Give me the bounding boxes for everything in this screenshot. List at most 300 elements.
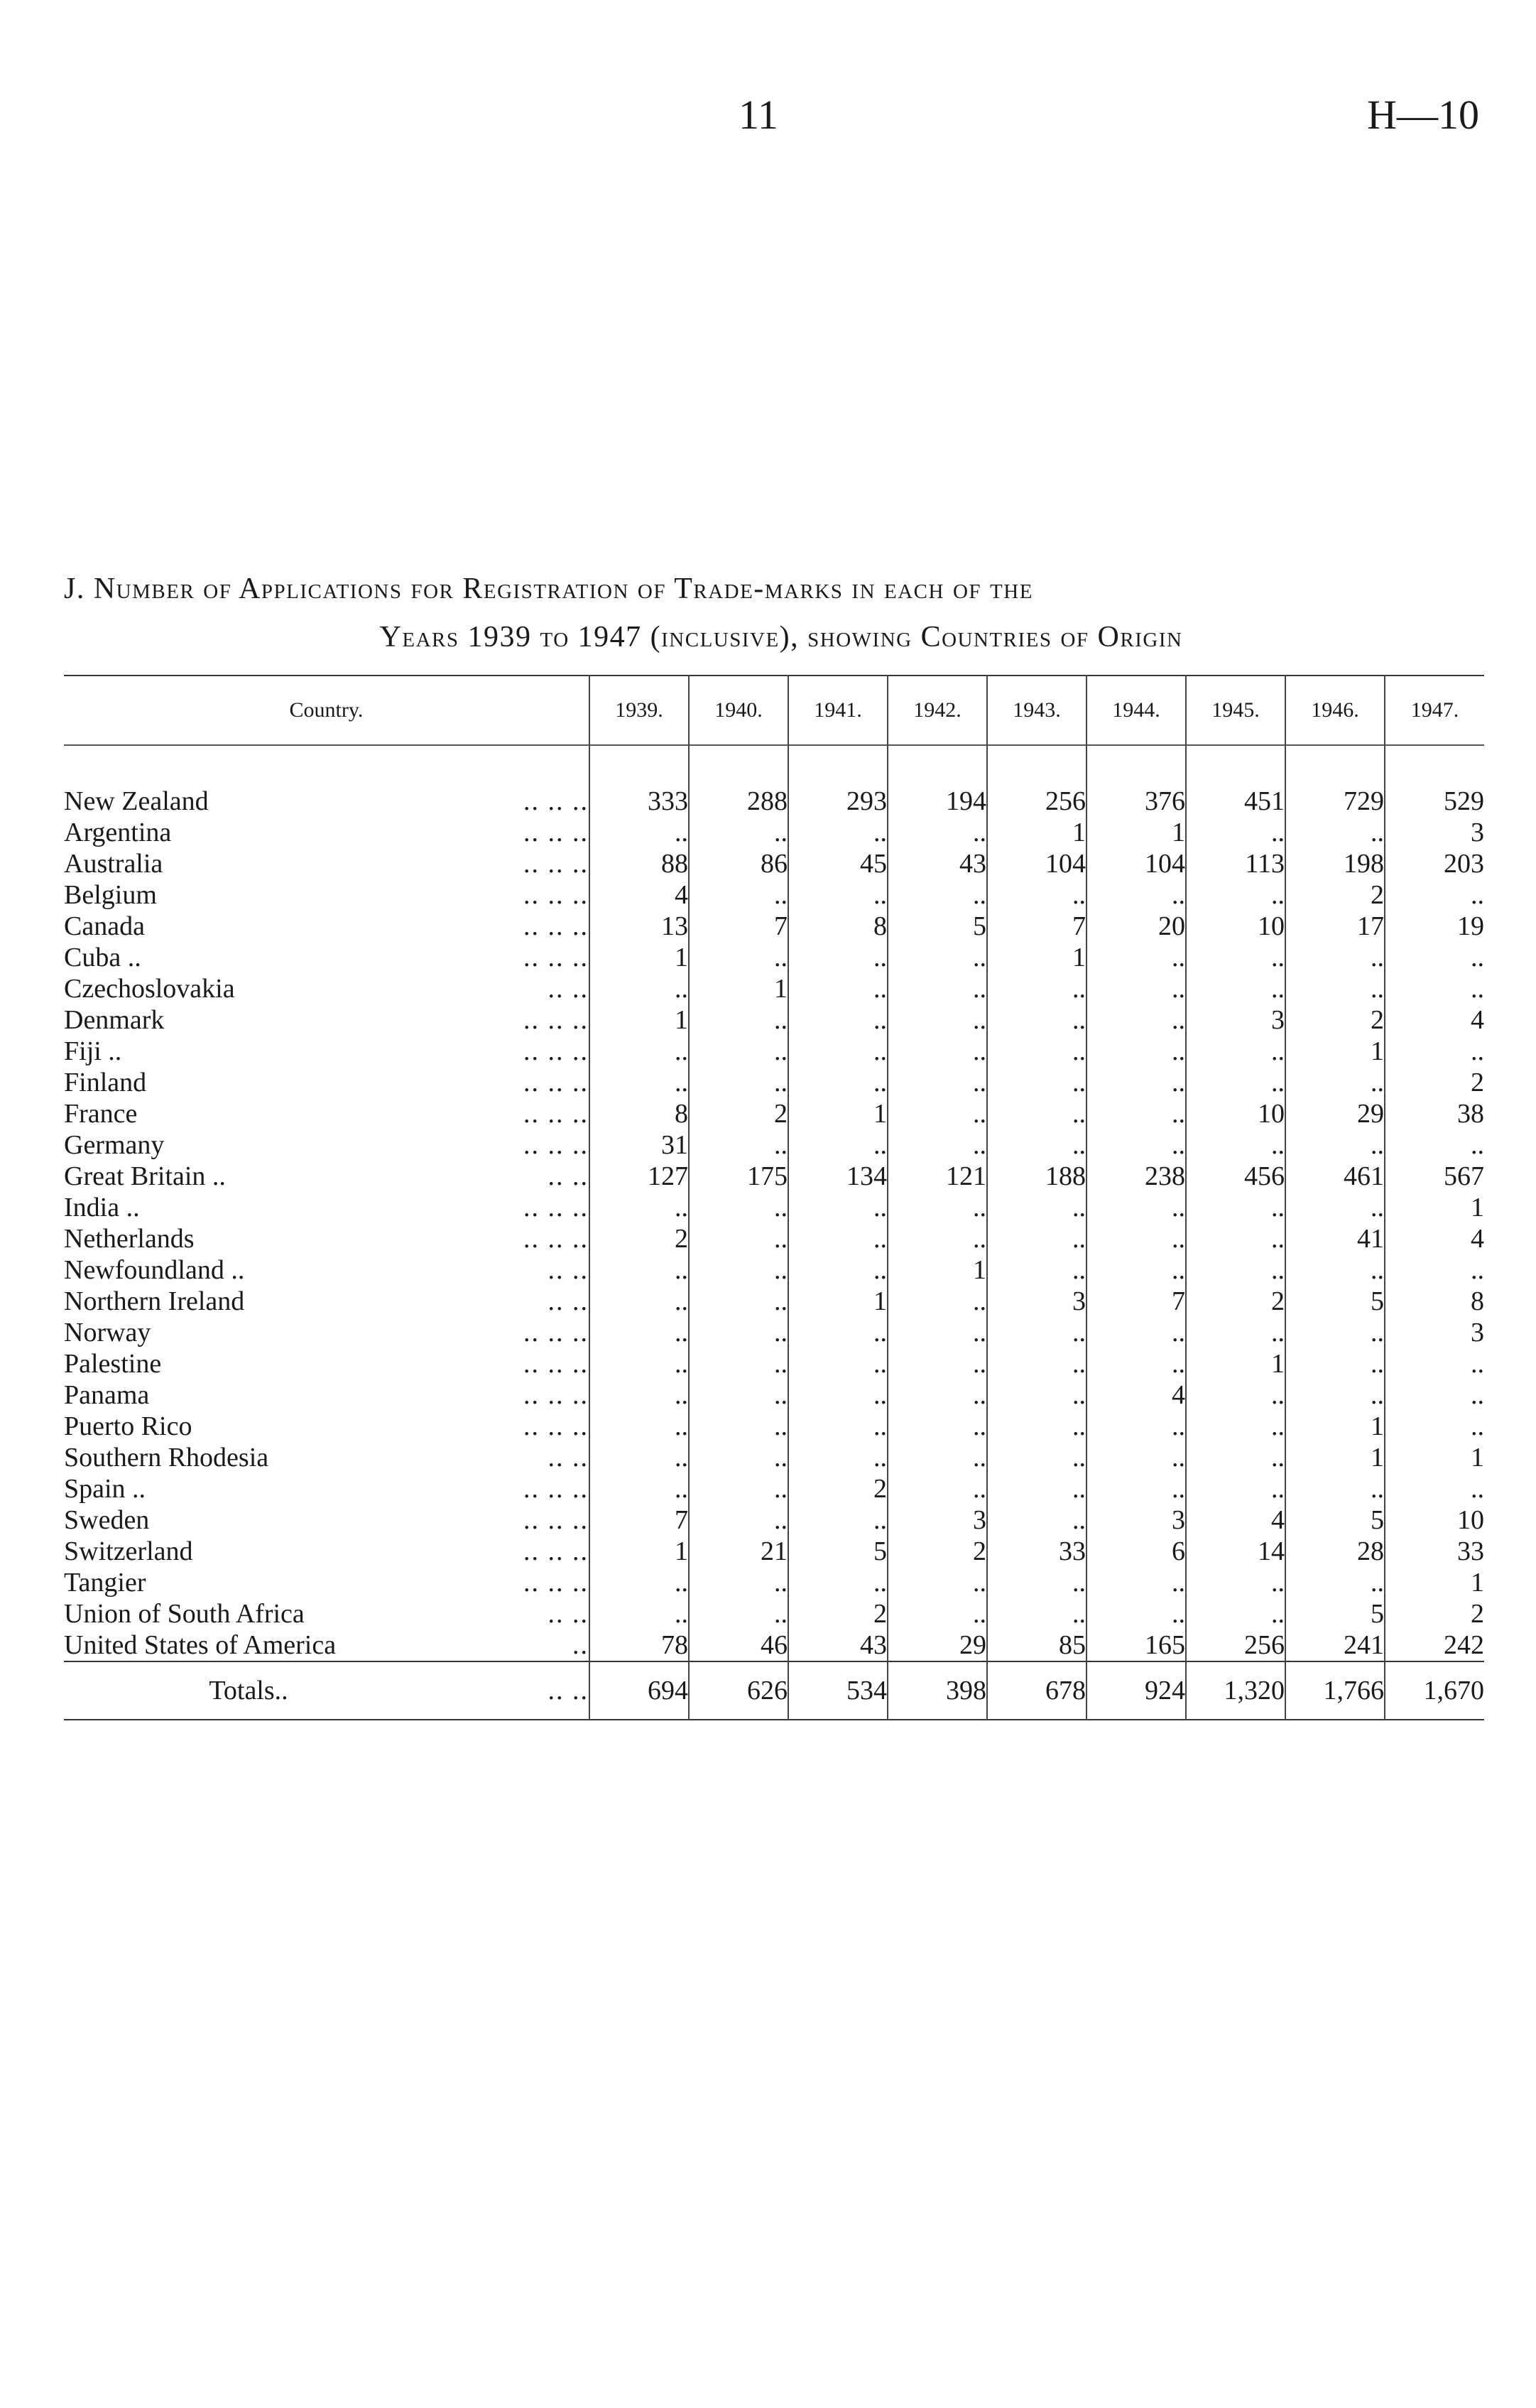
year-header: 1942. [888, 676, 987, 745]
value-cell: 3 [1086, 1504, 1186, 1536]
value-cell: 288 [689, 786, 788, 817]
country-cell: Germany [64, 1130, 165, 1160]
value-cell: .. [987, 1348, 1086, 1379]
value-cell: 46 [689, 1629, 788, 1661]
table-row [64, 1286, 1484, 1317]
value-cell: 1 [689, 973, 788, 1004]
country-cell: Palestine [64, 1349, 162, 1379]
table-header-row [64, 676, 1484, 745]
leader-dots: .. .. .. [523, 1380, 589, 1410]
country-cell: Great Britain .. [64, 1161, 226, 1191]
value-cell: 17 [1285, 911, 1385, 942]
value-cell: 1 [1086, 817, 1186, 848]
value-cell: .. [689, 1036, 788, 1067]
value-cell: .. [1385, 1473, 1484, 1504]
year-header: 1939. [589, 676, 689, 745]
value-cell: .. [1285, 817, 1385, 848]
value-cell: 8 [589, 1098, 689, 1129]
leader-dots: .. .. .. [523, 1193, 589, 1222]
value-cell: 461 [1285, 1161, 1385, 1192]
country-cell: Puerto Rico [64, 1411, 192, 1441]
value-cell: .. [1186, 1317, 1285, 1348]
year-header: 1943. [987, 676, 1086, 745]
value-cell: .. [1385, 973, 1484, 1004]
table-row [64, 1442, 1484, 1473]
value-cell: .. [1186, 1223, 1285, 1254]
value-cell: 567 [1385, 1161, 1484, 1192]
value-cell: .. [589, 1473, 689, 1504]
value-cell: .. [1186, 942, 1285, 973]
value-cell: .. [689, 1192, 788, 1223]
trade-marks-table [64, 675, 1484, 1720]
value-cell: 41 [1285, 1223, 1385, 1254]
value-cell: .. [1285, 1129, 1385, 1161]
table-row [64, 1223, 1484, 1254]
value-cell: .. [689, 1598, 788, 1629]
value-cell: .. [1186, 817, 1285, 848]
leader-dots: .. .. .. [523, 1068, 589, 1097]
country-cell: Belgium [64, 880, 157, 910]
table-row [64, 1473, 1484, 1504]
country-cell: Australia [64, 849, 163, 879]
value-cell: .. [1285, 1567, 1385, 1598]
value-cell: 4 [1385, 1223, 1484, 1254]
total-cell: 626 [689, 1661, 788, 1720]
value-cell: .. [589, 1411, 689, 1442]
value-cell: 10 [1186, 911, 1285, 942]
leader-dots: .. .. .. [523, 1505, 589, 1535]
value-cell: .. [788, 1567, 888, 1598]
table-row [64, 1379, 1484, 1411]
table-row [64, 1254, 1484, 1286]
value-cell: .. [1086, 1036, 1186, 1067]
value-cell: .. [987, 973, 1086, 1004]
value-cell: .. [1186, 1036, 1285, 1067]
value-cell: 33 [1385, 1536, 1484, 1567]
leader-dots: .. .. .. [523, 1568, 589, 1598]
value-cell: 2 [1285, 1004, 1385, 1036]
page-number: 11 [739, 92, 778, 138]
leader-dots: .. [572, 1630, 589, 1660]
value-cell: .. [1186, 879, 1285, 911]
table-row [64, 1161, 1484, 1192]
value-cell: 175 [689, 1161, 788, 1192]
value-cell: 29 [1285, 1098, 1385, 1129]
value-cell: .. [987, 1192, 1086, 1223]
value-cell: 20 [1086, 911, 1186, 942]
value-cell: .. [888, 1098, 987, 1129]
value-cell: .. [987, 1567, 1086, 1598]
year-header: 1940. [689, 676, 788, 745]
value-cell: .. [1186, 1129, 1285, 1161]
value-cell: .. [1285, 1067, 1385, 1098]
value-cell: .. [1186, 1192, 1285, 1223]
total-cell: 694 [589, 1661, 689, 1720]
value-cell: 293 [788, 786, 888, 817]
value-cell: .. [987, 1598, 1086, 1629]
country-cell: Denmark [64, 1005, 165, 1035]
value-cell: .. [689, 1379, 788, 1411]
value-cell: 78 [589, 1629, 689, 1661]
value-cell: 1 [1385, 1192, 1484, 1223]
value-cell: .. [888, 817, 987, 848]
leader-dots: .. .. [548, 1443, 589, 1473]
value-cell: .. [589, 1379, 689, 1411]
country-cell: Czechoslovakia [64, 974, 235, 1004]
value-cell: .. [689, 942, 788, 973]
value-cell: .. [987, 1223, 1086, 1254]
leader-dots: .. .. [548, 1161, 589, 1191]
value-cell: .. [788, 1254, 888, 1286]
value-cell: .. [1186, 1379, 1285, 1411]
value-cell: .. [689, 1411, 788, 1442]
total-cell: 534 [788, 1661, 888, 1720]
value-cell: .. [589, 1286, 689, 1317]
table-row [64, 1036, 1484, 1067]
value-cell: .. [1086, 1223, 1186, 1254]
value-cell: .. [1086, 1348, 1186, 1379]
value-cell: .. [888, 1067, 987, 1098]
value-cell: 127 [589, 1161, 689, 1192]
value-cell: .. [888, 973, 987, 1004]
table-row [64, 1317, 1484, 1348]
table-body [64, 786, 1484, 1661]
value-cell: .. [689, 1442, 788, 1473]
value-cell: .. [1285, 1348, 1385, 1379]
leader-dots: .. .. [548, 1286, 589, 1316]
value-cell: 3 [888, 1504, 987, 1536]
value-cell: 2 [788, 1473, 888, 1504]
value-cell: .. [1086, 1067, 1186, 1098]
value-cell: .. [1385, 1129, 1484, 1161]
value-cell: 3 [987, 1286, 1086, 1317]
table-row [64, 1536, 1484, 1567]
value-cell: .. [888, 1442, 987, 1473]
value-cell: .. [1385, 1254, 1484, 1286]
value-cell: .. [589, 973, 689, 1004]
value-cell: 1 [589, 1004, 689, 1036]
value-cell: 3 [1186, 1004, 1285, 1036]
value-cell: .. [788, 973, 888, 1004]
value-cell: .. [589, 1348, 689, 1379]
value-cell: 456 [1186, 1161, 1285, 1192]
value-cell: 121 [888, 1161, 987, 1192]
value-cell: .. [788, 817, 888, 848]
value-cell: .. [987, 1411, 1086, 1442]
value-cell: .. [1086, 1442, 1186, 1473]
table-row [64, 1411, 1484, 1442]
value-cell: 5 [788, 1536, 888, 1567]
value-cell: .. [1086, 973, 1186, 1004]
table-row [64, 1192, 1484, 1223]
value-cell: .. [987, 1473, 1086, 1504]
country-cell: India .. [64, 1193, 140, 1222]
leader-dots: .. .. .. [523, 880, 589, 910]
value-cell: .. [1385, 1348, 1484, 1379]
value-cell: 165 [1086, 1629, 1186, 1661]
leader-dots: .. .. .. [523, 1411, 589, 1441]
value-cell: 529 [1385, 786, 1484, 817]
leader-dots: .. .. .. [523, 786, 589, 816]
leader-dots: .. .. .. [523, 1474, 589, 1504]
table-row [64, 942, 1484, 973]
value-cell: 29 [888, 1629, 987, 1661]
value-cell: 31 [589, 1129, 689, 1161]
country-cell: Canada [64, 911, 145, 941]
value-cell: .. [888, 1379, 987, 1411]
value-cell: .. [1285, 1317, 1385, 1348]
value-cell: 13 [589, 911, 689, 942]
value-cell: .. [888, 1129, 987, 1161]
value-cell: 7 [589, 1504, 689, 1536]
value-cell: 134 [788, 1161, 888, 1192]
country-cell: Panama [64, 1380, 150, 1410]
value-cell: .. [689, 1317, 788, 1348]
value-cell: .. [888, 879, 987, 911]
value-cell: 256 [1186, 1629, 1285, 1661]
leader-dots: .. .. .. [523, 818, 589, 847]
value-cell: .. [589, 1317, 689, 1348]
value-cell: 1 [1385, 1442, 1484, 1473]
leader-dots: .. .. .. [523, 849, 589, 879]
value-cell: .. [1186, 1411, 1285, 1442]
value-cell: .. [987, 1317, 1086, 1348]
year-header: 1944. [1086, 676, 1186, 745]
country-cell: Cuba .. [64, 943, 141, 972]
value-cell: 33 [987, 1536, 1086, 1567]
value-cell: .. [788, 1223, 888, 1254]
country-cell: New Zealand [64, 786, 209, 816]
value-cell: .. [1186, 1567, 1285, 1598]
value-cell: .. [1086, 942, 1186, 973]
table-row [64, 1098, 1484, 1129]
value-cell: .. [689, 1223, 788, 1254]
country-cell: Finland [64, 1068, 147, 1097]
value-cell: 2 [1385, 1067, 1484, 1098]
totals-leader-dots: .. .. [548, 1676, 589, 1705]
country-cell: Tangier [64, 1568, 146, 1598]
value-cell: 5 [1285, 1598, 1385, 1629]
table-row [64, 911, 1484, 942]
totals-label: Totals.. [209, 1676, 288, 1705]
value-cell: 38 [1385, 1098, 1484, 1129]
table-row [64, 1067, 1484, 1098]
value-cell: 1 [589, 1536, 689, 1567]
value-cell: .. [788, 1067, 888, 1098]
country-cell: United States of America [64, 1630, 337, 1660]
value-cell: .. [1186, 1254, 1285, 1286]
leader-dots: .. .. .. [523, 1536, 589, 1566]
title-line-2: Years 1939 to 1947 (inclusive), showing Countries of Origin [379, 621, 1183, 653]
value-cell: .. [788, 1442, 888, 1473]
value-cell: 5 [1285, 1286, 1385, 1317]
value-cell: .. [1086, 1098, 1186, 1129]
table-row [64, 1129, 1484, 1161]
value-cell: .. [888, 1192, 987, 1223]
value-cell: .. [1186, 1473, 1285, 1504]
leader-dots: .. .. .. [523, 1130, 589, 1160]
year-header: 1946. [1285, 676, 1385, 745]
total-cell: 1,766 [1285, 1661, 1385, 1720]
value-cell: 4 [589, 879, 689, 911]
table-title [64, 565, 1498, 661]
value-cell: .. [1086, 1254, 1186, 1286]
table-row [64, 817, 1484, 848]
value-cell: 5 [1285, 1504, 1385, 1536]
value-cell: 198 [1285, 848, 1385, 879]
value-cell: 2 [1186, 1286, 1285, 1317]
value-cell: .. [1285, 973, 1385, 1004]
value-cell: .. [888, 1473, 987, 1504]
value-cell: .. [1285, 1473, 1385, 1504]
value-cell: .. [888, 1567, 987, 1598]
value-cell: .. [1086, 1411, 1186, 1442]
value-cell: .. [689, 1286, 788, 1317]
value-cell: 3 [1385, 817, 1484, 848]
value-cell: .. [788, 1192, 888, 1223]
country-cell: Sweden [64, 1505, 150, 1535]
value-cell: .. [1385, 1036, 1484, 1067]
value-cell: .. [589, 1067, 689, 1098]
value-cell: .. [987, 1254, 1086, 1286]
value-cell: .. [888, 1286, 987, 1317]
value-cell: 4 [1086, 1379, 1186, 1411]
country-cell: Netherlands [64, 1224, 195, 1254]
value-cell: 8 [788, 911, 888, 942]
value-cell: .. [1086, 1567, 1186, 1598]
value-cell: .. [589, 1192, 689, 1223]
value-cell: 43 [888, 848, 987, 879]
country-header: Country. [289, 698, 364, 722]
value-cell: .. [689, 1473, 788, 1504]
value-cell: 19 [1385, 911, 1484, 942]
value-cell: 242 [1385, 1629, 1484, 1661]
value-cell: .. [987, 1004, 1086, 1036]
value-cell: 241 [1285, 1629, 1385, 1661]
leader-dots: .. .. [548, 974, 589, 1004]
leader-dots: .. .. .. [523, 1005, 589, 1035]
leader-dots: .. .. .. [523, 1224, 589, 1254]
value-cell: 1 [987, 817, 1086, 848]
value-cell: 6 [1086, 1536, 1186, 1567]
value-cell: .. [589, 1598, 689, 1629]
country-cell: Norway [64, 1318, 151, 1347]
value-cell: 7 [987, 911, 1086, 942]
value-cell: .. [689, 1129, 788, 1161]
value-cell: 2 [689, 1098, 788, 1129]
country-cell: Argentina [64, 818, 172, 847]
country-cell: France [64, 1099, 138, 1129]
country-cell: Southern Rhodesia [64, 1443, 269, 1473]
value-cell: 86 [689, 848, 788, 879]
value-cell: 194 [888, 786, 987, 817]
value-cell: .. [888, 942, 987, 973]
value-cell: .. [888, 1036, 987, 1067]
value-cell: .. [689, 1004, 788, 1036]
value-cell: .. [987, 1379, 1086, 1411]
value-cell: 1 [987, 942, 1086, 973]
value-cell: .. [1285, 1192, 1385, 1223]
value-cell: .. [689, 1504, 788, 1536]
leader-dots: .. .. [548, 1255, 589, 1285]
value-cell: .. [1186, 1067, 1285, 1098]
title-line-1: J. Number of Applications for Registration of Trade-marks in each of the [64, 573, 1033, 605]
value-cell: .. [1385, 1411, 1484, 1442]
value-cell: .. [1385, 879, 1484, 911]
value-cell: 10 [1385, 1504, 1484, 1536]
total-cell: 678 [987, 1661, 1086, 1720]
value-cell: .. [589, 1567, 689, 1598]
value-cell: 333 [589, 786, 689, 817]
total-cell: 398 [888, 1661, 987, 1720]
table-row [64, 1348, 1484, 1379]
value-cell: .. [987, 1129, 1086, 1161]
value-cell: 28 [1285, 1536, 1385, 1567]
country-cell: Spain .. [64, 1474, 146, 1504]
value-cell: .. [1086, 879, 1186, 911]
leader-dots: .. .. .. [523, 1036, 589, 1066]
value-cell: 4 [1186, 1504, 1285, 1536]
value-cell: 45 [788, 848, 888, 879]
value-cell: .. [689, 1567, 788, 1598]
page-reference: H—10 [1367, 92, 1479, 138]
value-cell: .. [1086, 1598, 1186, 1629]
value-cell: .. [888, 1223, 987, 1254]
table-row [64, 786, 1484, 817]
value-cell: .. [888, 1411, 987, 1442]
value-cell: 8 [1385, 1286, 1484, 1317]
value-cell: 21 [689, 1536, 788, 1567]
table-row [64, 1004, 1484, 1036]
value-cell: .. [987, 1098, 1086, 1129]
table-row [64, 1629, 1484, 1661]
value-cell: .. [589, 1254, 689, 1286]
value-cell: 1 [788, 1286, 888, 1317]
country-cell: Union of South Africa [64, 1599, 305, 1629]
value-cell: .. [1086, 1129, 1186, 1161]
value-cell: .. [987, 1067, 1086, 1098]
value-cell: .. [788, 1379, 888, 1411]
value-cell: .. [1186, 1442, 1285, 1473]
value-cell: .. [788, 1317, 888, 1348]
value-cell: 85 [987, 1629, 1086, 1661]
value-cell: 1 [1285, 1411, 1385, 1442]
value-cell: .. [1086, 1473, 1186, 1504]
value-cell: .. [689, 1067, 788, 1098]
value-cell: .. [788, 1004, 888, 1036]
value-cell: 1 [1385, 1567, 1484, 1598]
value-cell: .. [589, 1036, 689, 1067]
value-cell: 1 [589, 942, 689, 973]
value-cell: 5 [888, 911, 987, 942]
value-cell: 1 [888, 1254, 987, 1286]
table-row [64, 1598, 1484, 1629]
value-cell: 88 [589, 848, 689, 879]
value-cell: .. [689, 879, 788, 911]
value-cell: 2 [1385, 1598, 1484, 1629]
country-cell: Fiji .. [64, 1036, 122, 1066]
value-cell: .. [689, 817, 788, 848]
value-cell: .. [1285, 1254, 1385, 1286]
value-cell: .. [589, 1442, 689, 1473]
value-cell: .. [987, 1504, 1086, 1536]
value-cell: .. [888, 1598, 987, 1629]
leader-dots: .. .. [548, 1599, 589, 1629]
value-cell: 256 [987, 786, 1086, 817]
value-cell: .. [1385, 1379, 1484, 1411]
table-row [64, 1567, 1484, 1598]
value-cell: 1 [788, 1098, 888, 1129]
